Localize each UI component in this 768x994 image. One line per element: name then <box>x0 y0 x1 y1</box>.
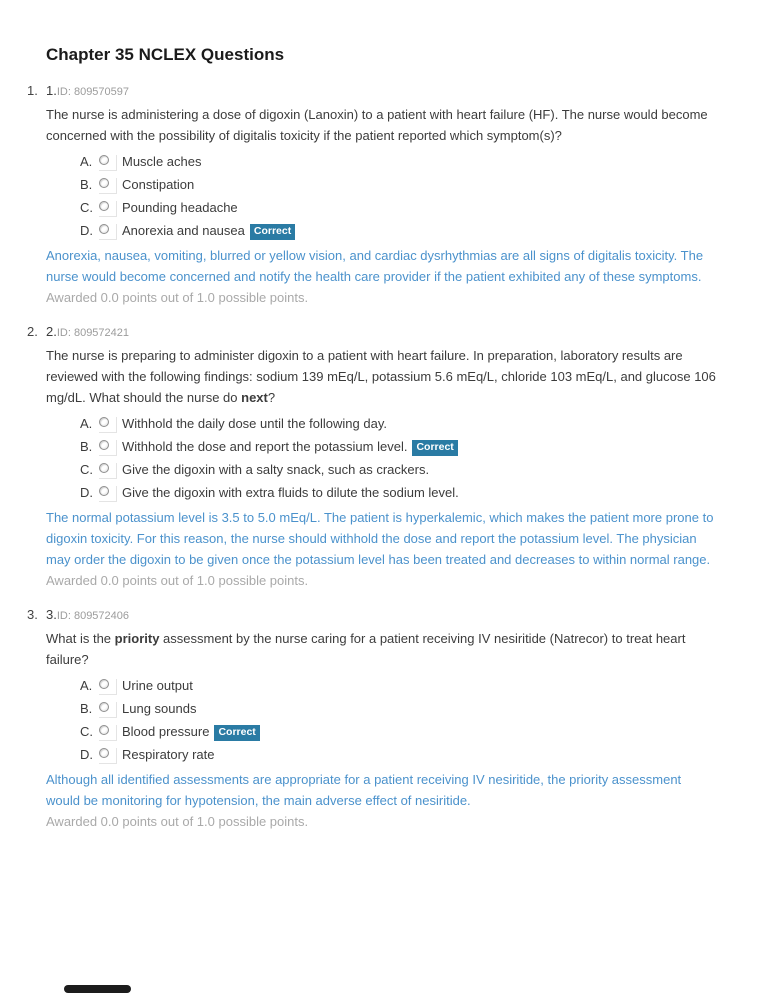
page-title: Chapter 35 NCLEX Questions <box>46 45 285 64</box>
option-letter: C. <box>80 200 93 215</box>
option-label: Withhold the dose and report the potassium level. <box>122 439 408 454</box>
question-header <box>46 321 718 344</box>
answer-option <box>46 173 718 196</box>
question-text-part: What is the <box>46 631 115 646</box>
radio-icon <box>99 155 109 165</box>
question-text-bold: priority <box>114 631 160 646</box>
question-text-bold: next <box>241 390 268 405</box>
option-label: Withhold the daily dose until the following day. <box>122 416 387 431</box>
rationale-text: The normal potassium level is 3.5 to 5.0 mEq/L. The patient is hyperkalemic, which makes the patient more prone to digoxin toxicity. For this reason, the nurse should withhold the dose and report the potassium level. The physician may order the digoxin to be given once the potassium level has been treated and decreases to within normal range. <box>46 510 714 567</box>
answer-options <box>46 412 718 504</box>
option-label: Constipation <box>122 177 195 192</box>
option-letter: A. <box>80 416 93 431</box>
option-letter: B. <box>80 701 93 716</box>
radio-button[interactable] <box>99 679 117 695</box>
answer-option <box>46 481 718 504</box>
radio-button[interactable] <box>99 702 117 718</box>
question-text-part: ? <box>267 390 276 405</box>
answer-option <box>46 196 718 219</box>
radio-icon <box>99 748 109 758</box>
radio-icon <box>99 440 109 450</box>
awarded-points: Awarded 0.0 points out of 1.0 possible points. <box>46 814 309 829</box>
rationale-text: Although all identified assessments are appropriate for a patient receiving IV nesiritide, the priority assessment would be monitoring for hypotension, the main adverse effect of nesiritide. <box>46 772 682 808</box>
answer-option <box>46 150 718 173</box>
radio-icon <box>99 725 109 735</box>
option-label: Muscle aches <box>122 154 202 169</box>
radio-icon <box>99 486 109 496</box>
question-text-part: The nurse is preparing to administer digoxin to a patient with heart failure. In preparation, laboratory results are reviewed with the following findings: sodium 139 mEq/L, potassium 5.6 mEq/L, chloride 103 mEq/L, and glucose 106 mg/dL. What should the nurse do <box>46 348 716 405</box>
awarded-points: Awarded 0.0 points out of 1.0 possible points. <box>46 290 309 305</box>
question-body <box>46 80 718 308</box>
rationale-text: Anorexia, nausea, vomiting, blurred or yellow vision, and cardiac dysrhythmias are all signs of digitalis toxicity. The nurse would become concerned and notify the health care provider if the patient exhibited any of these symptoms. <box>46 248 704 284</box>
question-item <box>27 604 718 832</box>
option-label: Pounding headache <box>122 200 238 215</box>
question-id: ID: 809572421 <box>56 327 130 339</box>
question-id: ID: 809572406 <box>56 610 130 622</box>
question-id: ID: 809570597 <box>56 86 130 98</box>
radio-button[interactable] <box>99 725 117 741</box>
option-label: Give the digoxin with extra fluids to dilute the sodium level. <box>122 485 459 500</box>
horizontal-scrollbar-thumb[interactable] <box>64 985 131 993</box>
answer-option <box>46 435 718 458</box>
radio-icon <box>99 201 109 211</box>
answer-option <box>46 697 718 720</box>
option-letter: D. <box>80 485 93 500</box>
option-letter: B. <box>80 439 93 454</box>
question-list-marker: 2. <box>27 324 38 339</box>
radio-button[interactable] <box>99 440 117 456</box>
radio-icon <box>99 224 109 234</box>
correct-badge: Correct <box>214 725 259 741</box>
question-header <box>46 80 718 103</box>
answer-option <box>46 674 718 697</box>
radio-icon <box>99 702 109 712</box>
question-body <box>46 321 718 591</box>
question-item <box>27 321 718 591</box>
answer-options <box>46 150 718 242</box>
question-text <box>46 628 718 670</box>
answer-option <box>46 219 718 242</box>
radio-button[interactable] <box>99 155 117 171</box>
answer-option <box>46 458 718 481</box>
option-label: Blood pressure <box>122 724 210 739</box>
option-letter: C. <box>80 462 93 477</box>
answer-option <box>46 720 718 743</box>
radio-button[interactable] <box>99 224 117 240</box>
question-text-part: The nurse is administering a dose of digoxin (Lanoxin) to a patient with heart failure (HF). The nurse would become concerned with the possibility of digitalis toxicity if the patient reported which symptom(s)? <box>46 107 708 143</box>
option-label: Respiratory rate <box>122 747 215 762</box>
radio-icon <box>99 178 109 188</box>
radio-button[interactable] <box>99 748 117 764</box>
option-letter: D. <box>80 747 93 762</box>
question-text-part: assessment by the nurse caring for a patient receiving IV nesiritide (Natrecor) to treat heart failure? <box>46 631 686 667</box>
question-text <box>46 104 718 146</box>
answer-options <box>46 674 718 766</box>
radio-button[interactable] <box>99 201 117 217</box>
radio-icon <box>99 417 109 427</box>
question-list-marker: 3. <box>27 607 38 622</box>
answer-option <box>46 743 718 766</box>
radio-icon <box>99 679 109 689</box>
question-header <box>46 604 718 627</box>
radio-button[interactable] <box>99 417 117 433</box>
radio-button[interactable] <box>99 178 117 194</box>
radio-button[interactable] <box>99 486 117 502</box>
correct-badge: Correct <box>250 224 295 240</box>
option-label: Urine output <box>122 678 193 693</box>
question-number: 1. <box>46 83 57 98</box>
question-number: 2. <box>46 324 57 339</box>
option-letter: A. <box>80 678 93 693</box>
radio-button[interactable] <box>99 463 117 479</box>
answer-option <box>46 412 718 435</box>
radio-icon <box>99 463 109 473</box>
question-item <box>27 80 718 308</box>
correct-badge: Correct <box>412 440 457 456</box>
option-label: Give the digoxin with a salty snack, such as crackers. <box>122 462 430 477</box>
option-label: Lung sounds <box>122 701 197 716</box>
option-letter: B. <box>80 177 93 192</box>
option-label: Anorexia and nausea <box>122 223 245 238</box>
awarded-points: Awarded 0.0 points out of 1.0 possible points. <box>46 573 309 588</box>
option-letter: C. <box>80 724 93 739</box>
question-list-marker: 1. <box>27 83 38 98</box>
question-number: 3. <box>46 607 57 622</box>
option-letter: A. <box>80 154 93 169</box>
question-body <box>46 604 718 832</box>
option-letter: D. <box>80 223 93 238</box>
question-text <box>46 345 718 408</box>
